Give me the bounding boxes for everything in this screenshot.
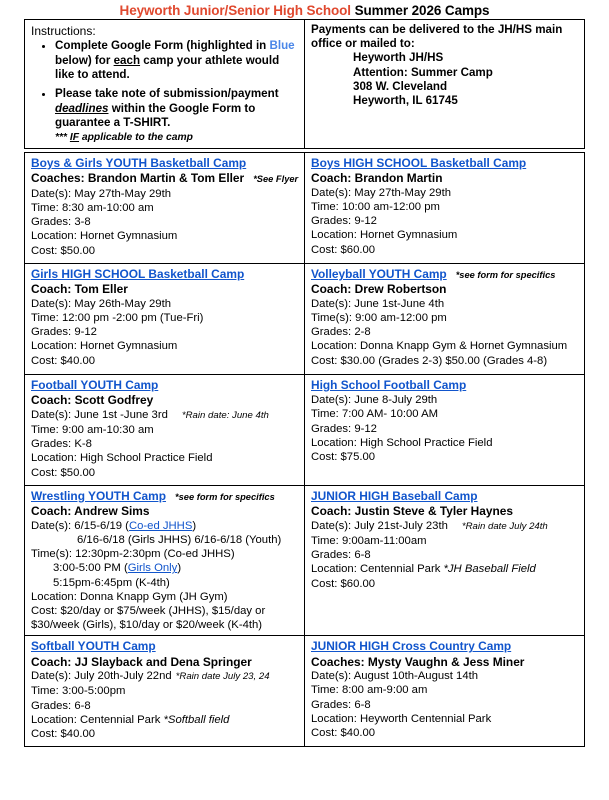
instructions-heading: Instructions: bbox=[31, 24, 96, 38]
coed-jhhs-link[interactable]: Co-ed JHHS bbox=[128, 519, 193, 532]
camp-cost: Cost: $40.00 bbox=[31, 354, 96, 367]
instr2-note bbox=[55, 131, 300, 145]
camp-cell-softball-youth bbox=[25, 636, 305, 747]
instr2-deadlines: deadlines bbox=[55, 101, 109, 115]
camp-time: Time: 3:00-5:00pm bbox=[31, 685, 126, 698]
instr1-pre: Complete Google Form (highlighted in bbox=[55, 39, 270, 53]
camp-grades: Grades: 6-8 bbox=[31, 699, 91, 712]
camp-location: Location: Heyworth Centennial Park bbox=[311, 712, 492, 725]
camp-dates: Date(s): June 8-July 29th bbox=[311, 394, 438, 407]
camp-time: Time(s): 9:00 am-12:00 pm bbox=[311, 312, 447, 325]
payment-line-1: Payments can be delivered to the JH/HS main bbox=[311, 23, 563, 36]
camp-dates-aside: *Rain date July 24th bbox=[461, 520, 548, 532]
camp-dates: Date(s): May 27th-May 29th bbox=[311, 186, 452, 199]
camp-dates-pre: Date(s): 6/15-6/19 ( bbox=[31, 519, 129, 532]
camp-title-link[interactable]: Softball YOUTH Camp bbox=[31, 639, 156, 654]
instruction-item-2 bbox=[55, 87, 300, 145]
camp-time2-pre: 3:00-5:00 PM ( bbox=[53, 562, 128, 575]
camp-grades: Grades: 9-12 bbox=[31, 326, 97, 339]
payment-line-2: office or mailed to: bbox=[311, 37, 415, 51]
camp-dates: Date(s): May 26th-May 29th bbox=[31, 297, 172, 310]
camp-location-text: Location: Centennial Park bbox=[31, 713, 164, 726]
camp-dates-aside: *Rain date: June 4th bbox=[181, 409, 269, 421]
camp-coach: Coach: Andrew Sims bbox=[31, 504, 150, 519]
camp-location-text: Location: Centennial Park bbox=[311, 563, 444, 576]
camp-location: Location: Hornet Gymnasium bbox=[31, 230, 178, 243]
camp-time: Time: 7:00 AM- 10:00 AM bbox=[311, 408, 439, 421]
camp-dates-text: Date(s): June 1st -June 3rd bbox=[31, 408, 168, 421]
instr2-note-rest: applicable to the camp bbox=[79, 131, 193, 143]
instr1-blue-word: Blue bbox=[269, 39, 295, 53]
camp-title-link[interactable]: JUNIOR HIGH Cross Country Camp bbox=[311, 639, 512, 654]
camp-dates: Date(s): May 27th-May 29th bbox=[31, 187, 172, 200]
camp-title-row bbox=[31, 156, 300, 171]
camp-time: Time: 9:00 am-10:30 am bbox=[31, 424, 154, 437]
instr1-post: camp your athlete would like to attend. bbox=[55, 53, 280, 82]
camp-cost: Cost: $40.00 bbox=[31, 728, 96, 741]
instr2-note-stars: *** bbox=[55, 131, 70, 143]
camp-time: Time: 9:00am-11:00am bbox=[311, 535, 427, 548]
page-title-season: Summer 2026 Camps bbox=[354, 3, 490, 18]
camp-title-aside: *see form for specifics bbox=[175, 492, 275, 503]
camp-title-row bbox=[311, 639, 580, 654]
camp-title-link[interactable]: High School Football Camp bbox=[311, 378, 467, 393]
camp-title-link[interactable]: JUNIOR HIGH Baseball Camp bbox=[311, 489, 478, 504]
camp-location: Location: High School Practice Field bbox=[31, 452, 213, 465]
camp-title-row bbox=[311, 156, 580, 171]
camp-cost: Cost: $60.00 bbox=[311, 243, 376, 256]
camp-time-line2 bbox=[31, 561, 300, 575]
camp-grades: Grades: 9-12 bbox=[311, 215, 377, 228]
camp-title-link[interactable]: Football YOUTH Camp bbox=[31, 378, 159, 393]
camp-dates bbox=[311, 519, 580, 534]
camp-cost: Cost: $40.00 bbox=[311, 727, 376, 740]
camp-cell-boys-hs-basketball bbox=[305, 153, 585, 264]
page-title bbox=[0, 0, 609, 19]
camp-title-link[interactable]: Wrestling YOUTH Camp bbox=[31, 489, 167, 504]
camp-location bbox=[31, 713, 300, 727]
camp-cell-volleyball-youth bbox=[305, 264, 585, 375]
camp-grades: Grades: 9-12 bbox=[311, 422, 377, 435]
camp-grades: Grades: K-8 bbox=[31, 438, 92, 451]
page-title-school: Heyworth Junior/Senior High School bbox=[119, 3, 351, 18]
payment-cell bbox=[305, 20, 585, 149]
camp-coach bbox=[31, 171, 300, 187]
camp-location-aside: *Softball field bbox=[163, 713, 230, 726]
camps-row bbox=[25, 486, 585, 636]
camp-cell-boys-girls-youth-basketball bbox=[25, 153, 305, 264]
camp-dates bbox=[31, 519, 300, 533]
camp-time: Time: 10:00 am-12:00 pm bbox=[311, 201, 440, 214]
camp-location: Location: Donna Knapp Gym & Hornet Gymnasium bbox=[311, 340, 568, 353]
camp-title-link[interactable]: Girls HIGH SCHOOL Basketball Camp bbox=[31, 267, 245, 282]
camp-dates-text: Date(s): July 20th-July 22nd bbox=[31, 670, 172, 683]
camp-dates-line2: 6/16-6/18 (Girls JHHS) 6/16-6/18 (Youth) bbox=[77, 534, 282, 547]
camp-coach: Coach: Drew Robertson bbox=[311, 282, 447, 297]
camp-cost: Cost: $50.00 bbox=[31, 466, 96, 479]
camp-time: Time: 12:00 pm -2:00 pm (Tue-Fri) bbox=[31, 312, 204, 325]
instr1-mid: below) for bbox=[55, 53, 114, 67]
camp-title-aside: *see form for specifics bbox=[455, 270, 556, 281]
camp-location: Location: High School Practice Field bbox=[311, 436, 493, 449]
camp-cost: Cost: $75.00 bbox=[311, 451, 376, 464]
camp-time2-post: ) bbox=[177, 562, 182, 575]
camp-cell-girls-hs-basketball bbox=[25, 264, 305, 375]
camps-row bbox=[25, 636, 585, 747]
camp-time-line3: 5:15pm-6:45pm (K-4th) bbox=[53, 576, 170, 589]
camp-title-row bbox=[31, 267, 300, 282]
camp-dates-post: ) bbox=[192, 519, 197, 532]
camp-cell-wrestling-youth bbox=[25, 486, 305, 636]
camp-cell-hs-football bbox=[305, 375, 585, 486]
instr2-note-if: IF bbox=[69, 131, 80, 143]
camp-cost: Cost: $50.00 bbox=[31, 244, 96, 257]
camp-location-aside: *JH Baseball Field bbox=[443, 563, 536, 576]
camp-coach: Coach: Tom Eller bbox=[31, 282, 128, 297]
camp-title-link[interactable]: Volleyball YOUTH Camp bbox=[311, 267, 447, 282]
camp-coach: Coach: Scott Godfrey bbox=[31, 393, 154, 408]
camp-title-row bbox=[311, 378, 580, 393]
camp-title-row bbox=[31, 489, 300, 504]
payment-address-4: Heyworth, IL 61745 bbox=[353, 94, 458, 108]
camp-time: Time: 8:00 am-9:00 am bbox=[311, 684, 428, 697]
camp-dates: Date(s): August 10th-August 14th bbox=[311, 670, 479, 683]
camps-row bbox=[25, 153, 585, 264]
camp-location: Location: Hornet Gymnasium bbox=[311, 229, 458, 242]
payment-address-2: Attention: Summer Camp bbox=[353, 65, 493, 79]
camp-location: Location: Donna Knapp Gym (JH Gym) bbox=[31, 590, 228, 603]
camp-cell-jh-cross-country bbox=[305, 636, 585, 747]
payment-address-1: Heyworth JH/HS bbox=[353, 51, 444, 65]
camp-coach: Coach: JJ Slayback and Dena Springer bbox=[31, 654, 252, 669]
camp-title-row bbox=[31, 378, 300, 393]
info-table bbox=[24, 19, 585, 149]
instr2-pre: Please take note of submission/payment bbox=[55, 87, 279, 101]
instr2-post: within the Google Form to guarantee a T-SHIRT. bbox=[55, 101, 256, 130]
camp-coach: Coaches: Mysty Vaughn & Jess Miner bbox=[311, 654, 525, 669]
camp-cost: Cost: $30.00 (Grades 2-3) $50.00 (Grades 4-8) bbox=[311, 354, 548, 367]
camp-coach-aside: *See Flyer bbox=[253, 174, 299, 185]
camp-location: Location: Hornet Gymnasium bbox=[31, 340, 178, 353]
payment-address-3: 308 W. Cleveland bbox=[353, 79, 448, 93]
camp-dates bbox=[31, 408, 300, 423]
camp-title-row bbox=[31, 639, 300, 654]
camps-table bbox=[24, 152, 585, 747]
camp-title-link[interactable]: Boys & Girls YOUTH Basketball Camp bbox=[31, 156, 247, 171]
camp-cost: Cost: $60.00 bbox=[311, 577, 376, 590]
camp-title-row bbox=[311, 489, 580, 504]
camps-row bbox=[25, 264, 585, 375]
info-row bbox=[25, 20, 585, 149]
camp-dates-aside: *Rain date July 23, 24 bbox=[175, 671, 270, 683]
camp-dates bbox=[31, 669, 300, 684]
camp-grades: Grades: 2-8 bbox=[311, 326, 371, 339]
camp-coach: Coach: Brandon Martin bbox=[311, 171, 443, 186]
camp-grades: Grades: 3-8 bbox=[31, 216, 91, 229]
camp-title-link[interactable]: Boys HIGH SCHOOL Basketball Camp bbox=[311, 156, 527, 171]
girls-only-link[interactable]: Girls Only bbox=[127, 562, 178, 575]
camp-coach: Coach: Justin Steve & Tyler Haynes bbox=[311, 504, 513, 519]
camp-time: Time: 8:30 am-10:00 am bbox=[31, 202, 154, 215]
instructions-cell bbox=[25, 20, 305, 149]
instructions-list bbox=[31, 39, 300, 145]
instruction-item-1 bbox=[55, 39, 300, 82]
instr1-each: each bbox=[113, 53, 141, 67]
camp-coach-text: Coaches: Brandon Martin & Tom Eller bbox=[31, 171, 245, 186]
camp-title-row bbox=[311, 267, 580, 282]
camp-dates: Date(s): June 1st-June 4th bbox=[311, 297, 445, 310]
camp-cost: Cost: $20/day or $75/week (JHHS), $15/day or $30/week (Girls), $10/day or $20/week (K-4th) bbox=[31, 605, 266, 632]
camp-grades: Grades: 6-8 bbox=[311, 698, 371, 711]
camp-cell-football-youth bbox=[25, 375, 305, 486]
camp-time-line1: Time(s): 12:30pm-2:30pm (Co-ed JHHS) bbox=[31, 548, 235, 561]
camp-cell-jh-baseball bbox=[305, 486, 585, 636]
camp-location bbox=[311, 562, 580, 576]
camp-grades: Grades: 6-8 bbox=[311, 549, 371, 562]
camps-row bbox=[25, 375, 585, 486]
camp-dates-text: Date(s): July 21st-July 23th bbox=[311, 519, 448, 532]
